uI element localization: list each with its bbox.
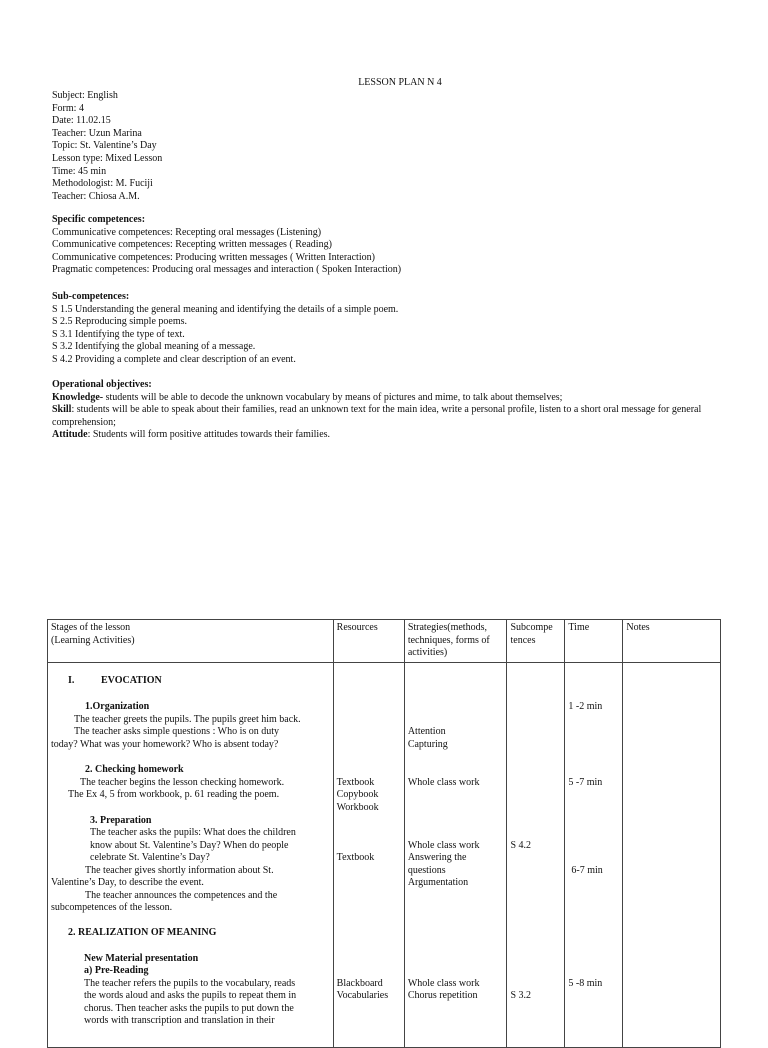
stage-text: The teacher asks the pupils: What does the children bbox=[90, 826, 296, 838]
competence-item: Pragmatic competences: Producing oral messages and interaction ( Spoken Interaction) bbox=[52, 264, 402, 276]
knowledge-objective bbox=[52, 392, 722, 405]
resource-item: Textbook bbox=[336, 851, 375, 863]
notes-cell bbox=[623, 662, 721, 1047]
attitude-label: Attitude bbox=[52, 429, 88, 441]
stage-text: words with transcription and translation in their bbox=[84, 1014, 275, 1026]
strategy-item: Answering the bbox=[407, 851, 467, 863]
stage-text: The teacher greets the pupils. The pupils greet him back. bbox=[74, 713, 301, 725]
strategy-item: Attention bbox=[407, 725, 446, 737]
time-item: 5 -7 min bbox=[568, 776, 603, 788]
resources-cell bbox=[333, 662, 404, 1047]
resource-item: Vocabularies bbox=[336, 989, 389, 1001]
subcompetence-item: S 4.2 bbox=[510, 839, 532, 851]
attitude-text: : Students will form positive attitudes towards their families. bbox=[87, 429, 331, 441]
stage-text: Valentine’s Day, to describe the event. bbox=[51, 876, 204, 888]
strategy-item: Whole class work bbox=[407, 977, 480, 989]
stages-cell bbox=[48, 662, 334, 1047]
header-stages bbox=[48, 620, 334, 663]
stage-text: subcompetences of the lesson. bbox=[51, 901, 173, 913]
skill-text: : students will be able to speak about their families, read an unknown text for the main idea, write a personal profile, listen to a short oral message for general comprehension; bbox=[52, 404, 702, 428]
resource-item: Copybook bbox=[336, 788, 379, 800]
time-item: 6-7 min bbox=[571, 864, 603, 876]
stage-text: chorus. Then teacher asks the pupils to put down the bbox=[84, 1002, 294, 1014]
skill-label: Skill bbox=[52, 404, 72, 416]
strategy-item: Whole class work bbox=[407, 776, 480, 788]
teacher-trainee-line: Teacher: Chiosa A.M. bbox=[52, 190, 140, 202]
header-notes-line: Notes bbox=[626, 622, 650, 633]
subcompetence-item: S 3.2 bbox=[510, 989, 532, 1001]
teacher-line: Teacher: Uzun Marina bbox=[52, 127, 142, 139]
stage-text: The teacher begins the lesson checking homework. bbox=[80, 776, 285, 788]
stage-text: The teacher asks simple questions : Who is on duty bbox=[74, 725, 280, 737]
pre-reading-heading: a) Pre-Reading bbox=[84, 964, 149, 976]
stage-text: know about St. Valentine’s Day? When do people bbox=[90, 839, 289, 851]
strategies-cell bbox=[404, 662, 507, 1047]
checking-homework-heading: 2. Checking homework bbox=[85, 763, 184, 775]
strategy-item: Argumentation bbox=[407, 876, 469, 888]
specific-competences-heading: Specific competences: bbox=[52, 214, 146, 225]
stage-text: today? What was your homework? Who is absent today? bbox=[51, 738, 279, 750]
competence-item: Communicative competences: Recepting written messages ( Reading) bbox=[52, 239, 332, 251]
header-stages-line: Stages of the lesson bbox=[51, 622, 131, 633]
objectives-heading: Operational objectives: bbox=[52, 379, 152, 390]
header-time bbox=[565, 620, 623, 663]
organization-heading: 1.Organization bbox=[85, 700, 150, 712]
header-time-line: Time bbox=[568, 622, 590, 633]
header-stages-line: (Learning Activities) bbox=[51, 634, 135, 646]
sub-competence-item: S 3.1 Identifying the type of text. bbox=[52, 328, 185, 340]
competence-item: Communicative competences: Producing written messages ( Written Interaction) bbox=[52, 251, 375, 263]
time-item: 1 -2 min bbox=[568, 700, 603, 712]
stage-text: celebrate St. Valentine’s Day? bbox=[90, 851, 210, 863]
time-cell bbox=[565, 662, 623, 1047]
form-line: Form: 4 bbox=[52, 102, 84, 114]
header-resources-line: Resources bbox=[336, 622, 378, 633]
header-subcompetences-line: Subcompe bbox=[510, 622, 553, 633]
lesson-type-line: Lesson type: Mixed Lesson bbox=[52, 152, 163, 164]
attitude-objective bbox=[52, 429, 722, 442]
resource-item: Textbook bbox=[336, 776, 375, 788]
sub-competence-item: S 4.2 Providing a complete and clear description of an event. bbox=[52, 353, 296, 365]
stage-text: The Ex 4, 5 from workbook, p. 61 reading the poem. bbox=[68, 788, 280, 800]
strategy-item: questions bbox=[407, 864, 446, 876]
header-resources bbox=[333, 620, 404, 663]
stage-text: the words aloud and asks the pupils to repeat them in bbox=[84, 989, 297, 1001]
subject-line: Subject: English bbox=[52, 90, 118, 101]
time-item: 5 -8 min bbox=[568, 977, 603, 989]
header-strategies bbox=[404, 620, 507, 663]
methodologist-line: Methodologist: M. Fuciji bbox=[52, 178, 153, 190]
operational-objectives bbox=[52, 379, 722, 442]
time-line: Time: 45 min bbox=[52, 165, 107, 177]
header-strategies-line: Strategies(methods, bbox=[407, 622, 487, 633]
header-subcompetences bbox=[507, 620, 565, 663]
competence-item: Communicative competences: Recepting oral messages (Listening) bbox=[52, 226, 322, 238]
table-header-row bbox=[48, 620, 721, 663]
specific-competences bbox=[52, 214, 401, 277]
stage-text: The teacher gives shortly information about St. bbox=[85, 864, 274, 876]
new-material-heading: New Material presentation bbox=[84, 952, 199, 964]
preparation-heading: 3. Preparation bbox=[90, 814, 152, 826]
sub-competence-item: S 2.5 Reproducing simple poems. bbox=[52, 316, 187, 328]
evocation-number: I. bbox=[68, 674, 75, 686]
strategy-item: Whole class work bbox=[407, 839, 480, 851]
strategy-item: Chorus repetition bbox=[407, 989, 478, 1001]
date-line: Date: 11.02.15 bbox=[52, 115, 111, 127]
subcompetences-cell bbox=[507, 662, 565, 1047]
evocation-heading: EVOCATION bbox=[101, 674, 162, 686]
topic-line: Topic: St. Valentine’s Day bbox=[52, 140, 157, 152]
lesson-header-info bbox=[52, 90, 162, 203]
table-row bbox=[48, 662, 721, 1047]
knowledge-text: students will be able to decode the unknown vocabulary by means of pictures and mime, to talk about themselves; bbox=[103, 391, 563, 403]
header-notes bbox=[623, 620, 721, 663]
knowledge-label: Knowledge- bbox=[52, 391, 104, 403]
strategy-item: Capturing bbox=[407, 738, 448, 750]
sub-competences bbox=[52, 291, 398, 367]
header-subcompetences-line: tences bbox=[510, 634, 536, 646]
lesson-plan-title: LESSON PLAN N 4 bbox=[358, 77, 442, 88]
stage-text: The teacher refers the pupils to the vocabulary, reads bbox=[84, 977, 296, 989]
sub-competence-item: S 1.5 Understanding the general meaning and identifying the details of a simple poem. bbox=[52, 303, 399, 315]
header-strategies-line: techniques, forms of bbox=[407, 634, 490, 646]
header-strategies-line: activities) bbox=[407, 647, 448, 659]
sub-competences-heading: Sub-competences: bbox=[52, 291, 130, 302]
stage-text: The teacher announces the competences and the bbox=[85, 889, 278, 901]
skill-objective bbox=[52, 404, 722, 429]
realization-of-meaning-heading: 2. REALIZATION OF MEANING bbox=[68, 926, 217, 938]
resource-item: Workbook bbox=[336, 801, 379, 813]
sub-competence-item: S 3.2 Identifying the global meaning of a message. bbox=[52, 341, 256, 353]
lesson-stages-table bbox=[47, 619, 721, 1048]
resource-item: Blackboard bbox=[336, 977, 383, 989]
